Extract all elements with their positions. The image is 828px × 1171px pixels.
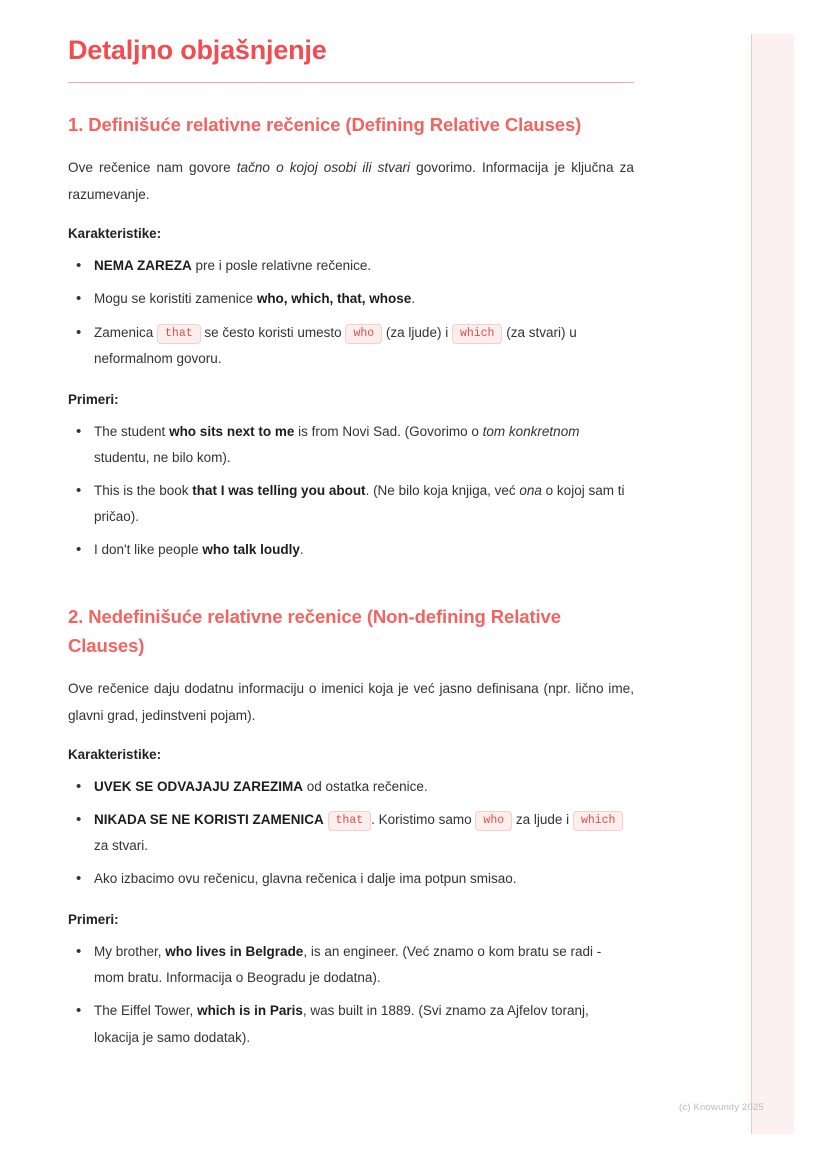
- section-2-characteristics-label: Karakteristike:: [68, 747, 162, 763]
- list-item: • NEMA ZAREZA pre i posle relativne rečenice.: [68, 253, 634, 279]
- emphasis-bold: who sits next to me: [169, 423, 295, 439]
- list-item: • UVEK SE ODVAJAJU ZAREZIMA od ostatka rečenice.: [68, 774, 634, 800]
- emphasis-bold: NIKADA SE NE KORISTI ZAMENICA: [94, 812, 324, 828]
- list-item: • The student who sits next to me is from Novi Sad. (Govorimo o tom konkretnom studentu, ne bilo kom).: [68, 419, 634, 471]
- copyright-watermark: (c) Knowunity 2025: [679, 1102, 764, 1113]
- section-heading-2: 2. Nedefinišuće relativne rečenice (Non-defining Relative Clauses): [68, 605, 561, 656]
- emphasis-bold: who talk loudly: [202, 541, 300, 557]
- emphasis-bold: who, which, that, whose: [256, 291, 412, 307]
- section-1-characteristics-list: [68, 253, 634, 371]
- list-item: • This is the book that I was telling you about. (Ne bilo koja knjiga, već ona o kojoj sam ti pričao).: [68, 478, 634, 530]
- list-item: • Zamenica that se često koristi umesto who (za ljude) i which (za stvari) u neformalnom govoru.: [68, 320, 634, 372]
- section-1-characteristics-label: Karakteristike:: [68, 226, 162, 242]
- list-item: • The Eiffel Tower, which is in Paris, was built in 1889. (Svi znamo za Ajfelov toranj, lokacija je samo dodatak).: [68, 998, 634, 1050]
- section-2-intro: Ove rečenice daju dodatnu informaciju o imenici koja je već jasno definisana (npr. lično ime, glavni grad, jedinstveni pojam).: [68, 681, 634, 723]
- emphasis-italic: tom konkretnom: [482, 423, 580, 439]
- emphasis-bold: NEMA ZAREZA: [94, 258, 192, 274]
- section-2-examples-list: [68, 939, 634, 1050]
- document-content: [68, 34, 634, 1071]
- section-1-examples-label: Primeri:: [68, 391, 119, 407]
- list-item: • I don't like people who talk loudly.: [68, 537, 634, 563]
- section-1-intro: Ove rečenice nam govore tačno o kojoj osobi ili stvari govorimo. Informacija je ključna za razumevanje.: [68, 160, 634, 202]
- list-item: • NIKADA SE NE KORISTI ZAMENICA that . Koristimo samo who za ljude i which za stvari.: [68, 807, 634, 859]
- section-2-characteristics-list: [68, 774, 634, 892]
- list-item: • Mogu se koristiti zamenice who, which, that, whose.: [68, 286, 634, 312]
- emphasis-bold: that I was telling you about: [192, 482, 366, 498]
- inline-code-token: that: [328, 811, 372, 831]
- section-1-examples-list: [68, 419, 634, 563]
- page-side-strip: [751, 34, 794, 1134]
- section-2-examples-label: Primeri:: [68, 912, 119, 928]
- list-item: • My brother, who lives in Belgrade, is an engineer. (Već znamo o kom bratu se radi - mom bratu. Informacija o Beogradu je dodatna).: [68, 939, 634, 991]
- emphasis-bold: which is in Paris: [197, 1003, 303, 1019]
- inline-code-token: which: [573, 811, 624, 831]
- inline-code-token: who: [345, 324, 382, 344]
- emphasis-italic: ona: [519, 482, 542, 498]
- title-divider: [68, 82, 634, 83]
- emphasis-bold: UVEK SE ODVAJAJU ZAREZIMA: [94, 779, 304, 795]
- inline-code-token: who: [475, 811, 512, 831]
- emphasis-italic: tačno o kojoj osobi ili stvari: [236, 160, 411, 176]
- page-title: Detaljno objašnjenje: [68, 35, 327, 65]
- inline-code-token: which: [452, 324, 503, 344]
- inline-code-token: that: [157, 324, 201, 344]
- section-heading-1: 1. Definišuće relativne rečenice (Defining Relative Clauses): [68, 113, 582, 135]
- list-item: • Ako izbacimo ovu rečenicu, glavna rečenica i dalje ima potpun smisao.: [68, 866, 634, 892]
- emphasis-bold: who lives in Belgrade: [165, 944, 304, 960]
